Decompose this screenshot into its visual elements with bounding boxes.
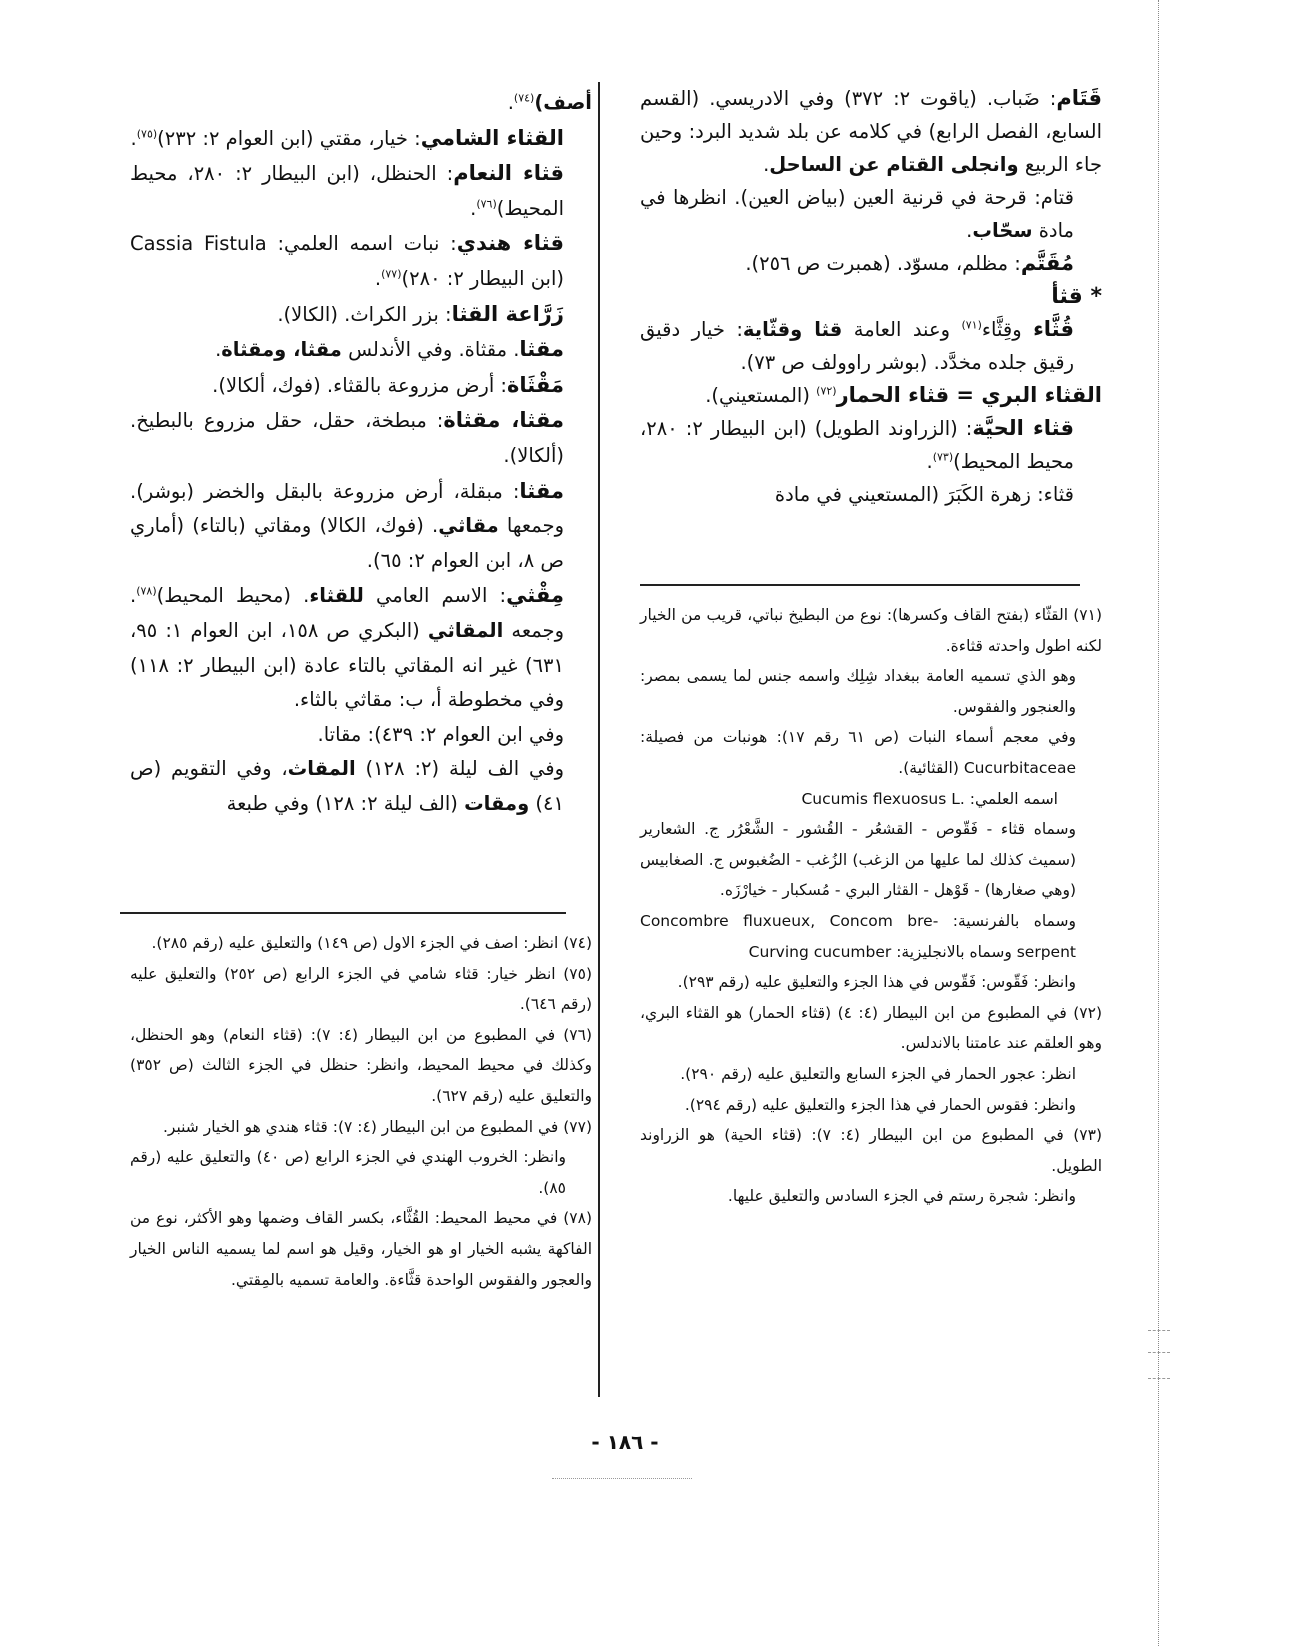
- headword: مِقْثي: [506, 583, 564, 608]
- headword: القثاء الشامي: [420, 125, 564, 150]
- headword: قثاء الحيَّة: [972, 416, 1074, 440]
- scan-edge-mark: [1148, 1378, 1170, 1379]
- footnote: (٧١) القثّاء (بفتح القاف وكسرها): نوع من البطيخ نباتي، قريب من الخيار لكنه اطول واحدته قثاءة.: [640, 606, 1102, 655]
- right-footnotes: [640, 600, 1102, 1212]
- footnote: (٧٧) في المطبوع من ابن البيطار (٤: ٧): قثاء هندي هو الخيار شنبر.: [162, 1117, 592, 1136]
- headword: قثاء هندي: [456, 231, 565, 256]
- entry: قتام: قرحة في قرنية العين (بياض العين). انظرها في مادة سحّاب.: [640, 186, 1074, 242]
- root-heading: * قثأ: [1051, 284, 1102, 309]
- footnote: اسمه العلمي: .Cucumis flexuosus L: [801, 789, 1058, 808]
- footnote: (٧٢) في المطبوع من ابن البيطار (٤: ٤) (قثاء الحمار) هو القثاء البري، وهو العلقم عند عامتنا بالاندلس.: [640, 1003, 1103, 1053]
- entry: قثاء: زهرة الكَبَرَ (المستعيني في مادة: [774, 483, 1074, 506]
- entry: مقثا، مقثاة: مبطخة، حقل، حقل مزروع بالبطيخ. (ألكالا).: [130, 408, 564, 467]
- footnote: وفي معجم أسماء النبات (ص ٦١ رقم ١٧): هونبات من فصيلة: Cucurbitaceae (القثائية).: [640, 728, 1076, 777]
- column-divider: [598, 82, 600, 1397]
- page-number: - ١٨٦ -: [591, 1430, 659, 1454]
- entry: قثاء النعام: الحنظل، (ابن البيطار ٢: ٢٨٠، محيط المحيط)$^{(٧٦)}$.: [130, 161, 565, 220]
- headword: قَتَام: [1056, 86, 1102, 110]
- footnote: (٧٣) في المطبوع من ابن البيطار (٤: ٧): (قثاء الحية) هو الزراوند الطويل.: [640, 1126, 1102, 1175]
- right-main-text: [640, 82, 1102, 511]
- footnote: وانظر: شجرة رستم في الجزء السادس والتعليق عليها.: [727, 1187, 1076, 1206]
- headword: زَرَّاعة القثا: [451, 301, 564, 326]
- footnote: (٧٤) انظر: اصف في الجزء الاول (ص ١٤٩) والتعليق عليه (رقم ٢٨٥).: [151, 934, 592, 952]
- footnote: انظر: عجور الحمار في الجزء السابع والتعليق عليه (رقم ٢٩٠).: [680, 1064, 1076, 1083]
- headword: قثاء النعام: [453, 161, 565, 186]
- headword: مقثا: [519, 337, 564, 362]
- footnote: وانظر: فقوس الحمار في هذا الجزء والتعليق عليه (رقم ٢٩٤).: [684, 1095, 1076, 1114]
- footnote: وسماه قثاء - فَقّوص - القشعُر - القُشور - الشَّعْرُر ج. الشعارير (سميث كذلك لما عليها من الزغب) الزُغب - الضُغبوس ج. الصغابيس (وهي صغارها) - قَوْهل - القثار البري - مُسكبار - خيارْزَه.: [640, 820, 1076, 900]
- headword: مُقَتَّم: [1020, 251, 1074, 275]
- entry: وفي ابن العوام ٢: ٤٣٩): مقاتا.: [317, 722, 564, 746]
- entry: مُقَتَّم: مظلم، مسوّد. (همبرت ص ٢٥٦).: [745, 251, 1074, 275]
- footnote: (٧٥) انظر خيار: قثاء شامي في الجزء الرابع (ص ٢٥٢) والتعليق عليه (رقم ٦٤٦).: [130, 964, 592, 1014]
- headword: قُثَّاء: [1033, 317, 1075, 341]
- entry: زَرَّاعة القثا: بزر الكراث. (الكالا).: [277, 301, 564, 326]
- footnote: وهو الذي تسميه العامة ببغداد شِلِك واسمه جنس لما يسمى بمصر: والعنجور والفقوس.: [640, 667, 1076, 716]
- entry: قثاء الحيَّة: (الزراوند الطويل) (ابن البيطار ٢: ٢٨٠، محيط المحيط)$^{(٧٣)}$.: [640, 416, 1074, 473]
- footnote-rule: [120, 912, 566, 914]
- scan-artifact: [552, 1478, 692, 1479]
- footnote: (٧٨) في محيط المحيط: القُثَّاء، بكسر القاف وضمها وهو الأكثر، نوع من الفاكهة يشبه الخيار او هو الخيار، وقيل هو اسم لما يسميه الناس الخيار والعجور والفقوس الواحدة قثَّاءة. والعامة تسميه بالمِقتي.: [130, 1209, 592, 1289]
- entry: مَقْثَاة: أرض مزروعة بالقثاء. (فوك، ألكالا).: [212, 372, 564, 397]
- headword: القثاء البري = قثاء الحمار: [836, 383, 1102, 407]
- entry: مِقْثي: الاسم العامي للقثاء. (محيط المحيط)$^{(٧٨)}$. وجمعه المقاثي (البكري ص ١٥٨، ابن العوام ١: ٩٥، ٦٣١) غير انه المقاتي بالتاء عادة (ابن البيطار ٢: ١١٨) وفي مخطوطة أ، ب: مقاثي بالثاء.: [130, 583, 564, 712]
- entry: مقثا. مقثاة. وفي الأندلس مقثا، ومقثاة.: [215, 337, 564, 362]
- entry: القثاء الشامي: خيار، مقتي (ابن العوام ٢: ٢٣٢)$^{(٧٥)}$.: [130, 125, 564, 150]
- footnote-rule: [640, 584, 1080, 586]
- entry: مقثا: مبقلة، أرض مزروعة بالبقل والخضر (بوشر). وجمعها مقاثي. (فوك، الكالا) ومقاتي (بالتاء) (أماري ص ٨، ابن العوام ٢: ٦٥).: [130, 478, 564, 572]
- entry: قَتَام: ضَباب. (ياقوت ٢: ٣٧٢) وفي الادريسي. (القسم السابع، الفصل الرابع) في كلامه عن بلد شديد البرد: وحين جاء الربيع وانجلى القتام عن الساحل.: [640, 86, 1102, 176]
- entry: قثاء هندي: نبات اسمه العلمي: Cassia Fistula (ابن البيطار ٢: ٢٨٠)$^{(٧٧)}$.: [130, 231, 565, 290]
- entry: وفي الف ليلة (٢: ١٢٨) المقاث، وفي التقويم (ص ٤١) ومقات (الف ليلة ٢: ١٢٨) وفي طبعة: [130, 757, 564, 815]
- scan-edge-line: [1158, 0, 1159, 1646]
- headword: مقثا، مقثاة: [443, 408, 564, 433]
- footnote: وانظر: فَقّوس: فَقّوس في هذا الجزء والتعليق عليه (رقم ٢٩٣).: [677, 973, 1076, 992]
- headword: مَقْثَاة: [507, 372, 564, 397]
- left-main-text: [130, 86, 592, 821]
- entry: أصف)$^{(٧٤)}$.: [507, 91, 592, 114]
- left-footnotes: [130, 928, 592, 1295]
- footnote: (٧٦) في المطبوع من ابن البيطار (٤: ٧): (قثاء النعام) وهو الحنظل، وكذلك في محيط المحيط، وانظر: حنظل في الجزء الثالث (ص ٣٥٢) والتعليق عليه (رقم ٦٢٧).: [130, 1025, 593, 1105]
- footnote: وانظر: الخروب الهندي في الجزء الرابع (ص ٤٠) والتعليق عليه (رقم ٨٥).: [130, 1148, 567, 1197]
- entry: القثاء البري = قثاء الحمار$^{(٧٢)}$ (المستعيني).: [705, 383, 1102, 407]
- scan-edge-mark: [1148, 1330, 1170, 1331]
- footnote: وسماه بالفرنسية: -Concombre fluxueux, Concom bre serpent وسماه بالانجليزية: Curving cucumber: [640, 911, 1076, 961]
- entry: قُثَّاء وقِثَّاء$^{(٧١)}$ وعند العامة قثا وقثّاية: خيار دقيق رقيق جلده مخدَّد. (بوشر راوولف ص ٧٣).: [640, 317, 1075, 374]
- scan-edge-mark: [1148, 1352, 1170, 1353]
- headword: مقثا: [519, 478, 564, 503]
